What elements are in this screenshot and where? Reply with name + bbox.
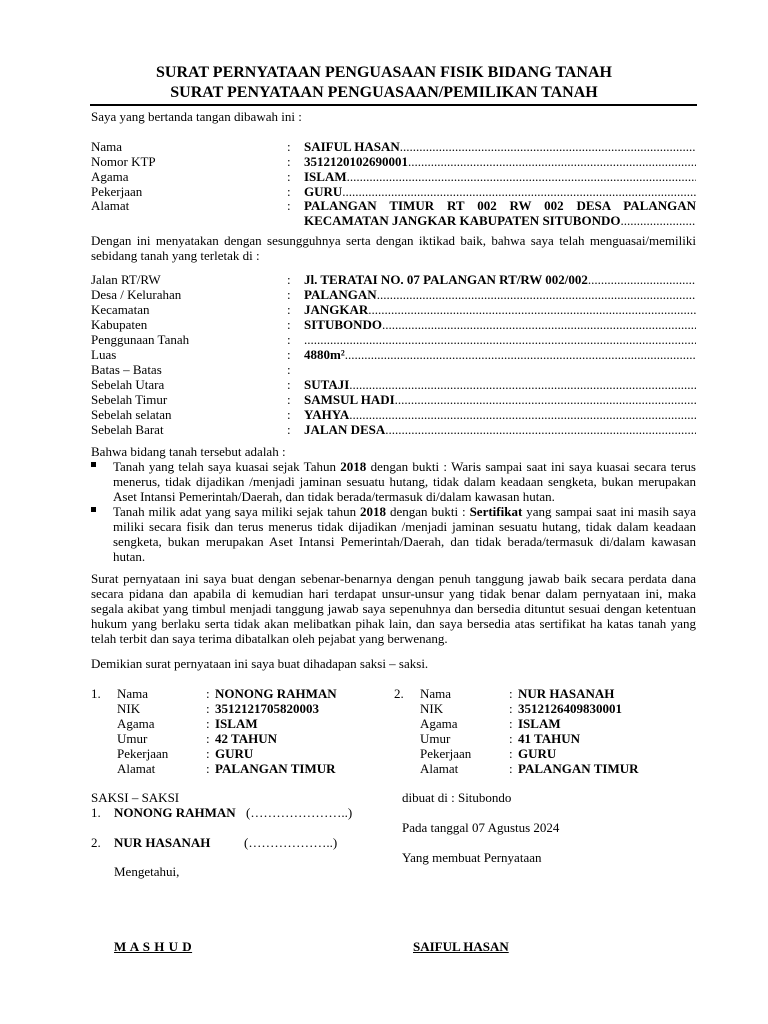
land-field-9: Sebelah selatan : YAHYA .....	[91, 407, 696, 422]
field-value: GURU .....	[304, 184, 696, 199]
land-field-4: Penggunaan Tanah : .....	[91, 332, 696, 347]
land-field-8: Sebelah Timur : SAMSUL HADI .....	[91, 392, 696, 407]
field-label: Agama	[91, 169, 129, 184]
witness-label: Umur	[117, 731, 148, 746]
field-label: Jalan RT/RW	[91, 272, 161, 287]
document-page: SURAT PERNYATAAN PENGUASAAN FISIK BIDANG TANAH SURAT PENYATAAN PENGUASAAN/PEMILIKAN TANAH Saya yang bertanda tangan dibawah ini : Nama : SAIFUL HASAN ..... Nomor KTP : 3512120102690001 ..... Agama : ISLAM ..... Pekerjaan : GURU ..... Alamat : PALANGAN TIMUR RT 002 RW 002 DESA PALANGAN KECAMATAN JANGKAR KABUPATEN SITUBONDO ..... Dengan ini menyatakan dengan sesungguhnya serta dengan iktikad baik, bahwa saya telah menguasai/memiliki sebidang tanah yang terletak di : Jalan RT/RW : Jl. TERATAI NO. 07 PALANGAN RT/RW 002/002 ..... Desa / Kelurahan : PALANGAN ..... Kecamatan : JANGKAR ..... Kabupaten : SITUBONDO ..... Penggunaan Tanah : ..... Luas : 4880m² ..... Batas – Batas : Sebelah Utara : SUTAJI ..... Sebelah Timur : SAMSUL HADI ..... Sebelah selatan : YAHYA ..... Sebelah Barat : JALAN DESA ..... Bahwa bidang tanah tersebut adalah : Tanah yang telah saya kuasai sejak Tahun 2018 dengan bukti : Waris sampai saat ini saya kuasai secara terus menerus, tidak dijadikan /menjadi jaminan sesuatu hutang, tidak dalam keadaan sengketa, bukan merupakan Aset Intansi Pemerintah/Daerah, dan tidak berada/termasuk di/dalam kawasan hutan. Tanah milik adat yang saya miliki sejak tahun 2018 dengan bukti : Sertifikat yang sampai saat ini masih saya miliki secara fisik dan terus menerus tidak dijadikan /menjadi jaminan sesuatu hutang, tidak dalam keadaan sengketa, bukan merupakan Aset Intansi Pemerintah/Daerah, dan tidak berada/termasuk di/dalam kawasan hutan. Surat pernyataan ini saya buat dengan sebenar-benarnya dengan penuh tanggung jawab baik secara perdata dana secara pidana dan apabila di kemudian hari terdapat unsur-unsur yang tidak benar dalam pernyataan ini, maka segala akibat yang timbul menjadi tanggung jawab saya sepenuhnya dan bersedia dituntut sesuai dengan ketentuan hukum yang berlaku serta tidak akan melibatkan pihak lain, dan saya bersedia atas sertifikat ha katas tanah yang telah terbit dan saya terima dibatalkan oleh pejabat yang berwenang. Demikian surat pernyataan ini saya buat dihadapan saksi – saksi. 1. Nama : NONONG RAHMAN NIK : 3512121705820003 Agama : ISLAM Umur : 42 TAHUN Pekerjaan : GURU Alamat : PALANGAN TIMUR 2. Nama : NUR HASANAH NIK : 3512126409830001 Agama : ISLAM Umur : 41 TAHUN Pekerjaan : GURU Alamat : PALANGAN TIMUR SAKSI – SAKSI 1. NONONG RAHMAN (…………………..) 2. NUR HASANAH (………………..) Mengetahui, dibuat di : Situbondo Pada tanggal 07 Agustus 2024 Yang membuat Pernyataan M A S H U D SAIFUL HASAN	[0, 0, 768, 1024]
dibuat-text: dibuat di : Situbondo	[402, 790, 512, 805]
field-value: SITUBONDO .....	[304, 317, 696, 332]
field-label: Desa / Kelurahan	[91, 287, 182, 302]
field-value: YAHYA .....	[304, 407, 696, 422]
field-label: Luas	[91, 347, 117, 362]
land-field-5: Luas : 4880m² .....	[91, 347, 696, 362]
saksi-2-signature: (………………..)	[244, 835, 338, 850]
alamat-line1: PALANGAN TIMUR RT 002 RW 002 DESA PALANGAN	[304, 198, 696, 213]
field-value: SAMSUL HADI .....	[304, 392, 696, 407]
witness-label: Pekerjaan	[420, 746, 472, 761]
witness-value: GURU	[518, 746, 557, 761]
field-label: Kecamatan	[91, 302, 150, 317]
witness-value: NONONG RAHMAN	[215, 686, 337, 701]
field-label: Nomor KTP	[91, 154, 156, 169]
field-value: SAIFUL HASAN .....	[304, 139, 696, 154]
saksi-2-name: NUR HASANAH	[114, 835, 211, 850]
field-value: Jl. TERATAI NO. 07 PALANGAN RT/RW 002/002 .....	[304, 272, 696, 287]
saksi-1-number: 1.	[91, 805, 101, 820]
pembuat-text: Yang membuat Pernyataan	[402, 850, 542, 865]
field-label: Pekerjaan	[91, 184, 143, 199]
witness-value: ISLAM	[215, 716, 258, 731]
signature-name-right: SAIFUL HASAN	[413, 939, 509, 954]
field-value: 4880m² .....	[304, 347, 696, 362]
witness-label: Alamat	[117, 761, 156, 776]
land-field-1: Desa / Kelurahan : PALANGAN .....	[91, 287, 696, 302]
witness-label: Agama	[420, 716, 458, 731]
land-field-7: Sebelah Utara : SUTAJI .....	[91, 377, 696, 392]
witness-label: Agama	[117, 716, 155, 731]
field-value: SUTAJI .....	[304, 377, 696, 392]
witness-value: NUR HASANAH	[518, 686, 615, 701]
land-field-0: Jalan RT/RW : Jl. TERATAI NO. 07 PALANGAN RT/RW 002/002 .....	[91, 272, 696, 287]
land-field-6: Batas – Batas :	[91, 362, 291, 377]
field-alamat: Alamat :	[91, 198, 291, 213]
closing-paragraph: Surat pernyataan ini saya buat dengan sebenar-benarnya dengan penuh tanggung jawab baik secara perdata dana secara pidana dan apabila di kemudian hari terdapat unsur-unsur yang tidak benar dalam pernyataan ini, maka segala akibat yang timbul menjadi tanggung jawab saya sepenuhnya dan bersedia dituntut sesuai dengan ketentuan hukum yang berlaku serta tidak akan melibatkan pihak lain, dan saya bersedia atas sertifikat ha katas tanah yang telah terbit dan saya terima dibatalkan oleh pejabat yang berwenang.	[91, 571, 696, 646]
witness-label: NIK	[117, 701, 141, 716]
title-underline	[90, 104, 697, 106]
field-label: Sebelah Barat	[91, 422, 164, 437]
document-title: SURAT PERNYATAAN PENGUASAAN FISIK BIDANG TANAH	[156, 64, 612, 81]
land-field-2: Kecamatan : JANGKAR .....	[91, 302, 696, 317]
mengetahui-text: Mengetahui,	[114, 864, 180, 879]
field-value: 3512120102690001 .....	[304, 154, 696, 169]
field-label: Alamat	[91, 198, 130, 213]
saksi-1-signature: (…………………..)	[246, 805, 353, 820]
statement-text: Dengan ini menyatakan dengan sesungguhnya serta dengan iktikad baik, bahwa saya telah menguasai/memiliki sebidang tanah yang terletak di :	[91, 233, 696, 263]
witness-value: PALANGAN TIMUR	[215, 761, 336, 776]
land-field-3: Kabupaten : SITUBONDO .....	[91, 317, 696, 332]
field-label: Nama	[91, 139, 123, 154]
tanggal-text: Pada tanggal 07 Agustus 2024	[402, 820, 560, 835]
intro-text: Saya yang bertanda tangan dibawah ini :	[91, 109, 302, 124]
document-subtitle: SURAT PENYATAAN PENGUASAAN/PEMILIKAN TANAH	[170, 84, 598, 101]
witness-label: Nama	[420, 686, 452, 701]
witness-label: Nama	[117, 686, 149, 701]
witness-label: Umur	[420, 731, 451, 746]
bullet-icon	[91, 507, 96, 512]
witness-2-number: 2.	[394, 686, 404, 701]
bahwa-text: Bahwa bidang tanah tersebut adalah :	[91, 444, 286, 459]
field-value: JALAN DESA .....	[304, 422, 696, 437]
field-label: Kabupaten	[91, 317, 148, 332]
field-label: Penggunaan Tanah	[91, 332, 190, 347]
alamat-line2: KECAMATAN JANGKAR KABUPATEN SITUBONDO .....	[304, 213, 696, 228]
demikian-text: Demikian surat pernyataan ini saya buat dihadapan saksi – saksi.	[91, 656, 429, 671]
witness-value: ISLAM	[518, 716, 561, 731]
field-label: Batas – Batas	[91, 362, 162, 377]
witness-label: NIK	[420, 701, 444, 716]
witness-value: 3512126409830001	[518, 701, 622, 716]
witness-value: 42 TAHUN	[215, 731, 277, 746]
saksi-2-number: 2.	[91, 835, 101, 850]
field-nama: Nama : SAIFUL HASAN .....	[91, 139, 696, 154]
witness-value: 3512121705820003	[215, 701, 319, 716]
land-field-10: Sebelah Barat : JALAN DESA .....	[91, 422, 696, 437]
field-value: JANGKAR .....	[304, 302, 696, 317]
field-nomor-ktp: Nomor KTP : 3512120102690001 .....	[91, 154, 696, 169]
field-value	[304, 332, 696, 347]
witness-label: Pekerjaan	[117, 746, 169, 761]
witness-label: Alamat	[420, 761, 459, 776]
field-pekerjaan: Pekerjaan : GURU .....	[91, 184, 696, 199]
saksi-1-name: NONONG RAHMAN	[114, 805, 236, 820]
field-value: ISLAM .....	[304, 169, 696, 184]
witness-1-number: 1.	[91, 686, 101, 701]
field-label: Sebelah selatan	[91, 407, 172, 422]
signature-name-left: M A S H U D	[114, 939, 193, 954]
field-label: Sebelah Utara	[91, 377, 165, 392]
witness-value: 41 TAHUN	[518, 731, 580, 746]
witness-value: GURU	[215, 746, 254, 761]
field-label: Sebelah Timur	[91, 392, 168, 407]
field-agama: Agama : ISLAM .....	[91, 169, 696, 184]
field-value: PALANGAN .....	[304, 287, 696, 302]
bullet-icon	[91, 462, 96, 467]
saksi-title: SAKSI – SAKSI	[91, 790, 180, 805]
witness-value: PALANGAN TIMUR	[518, 761, 639, 776]
